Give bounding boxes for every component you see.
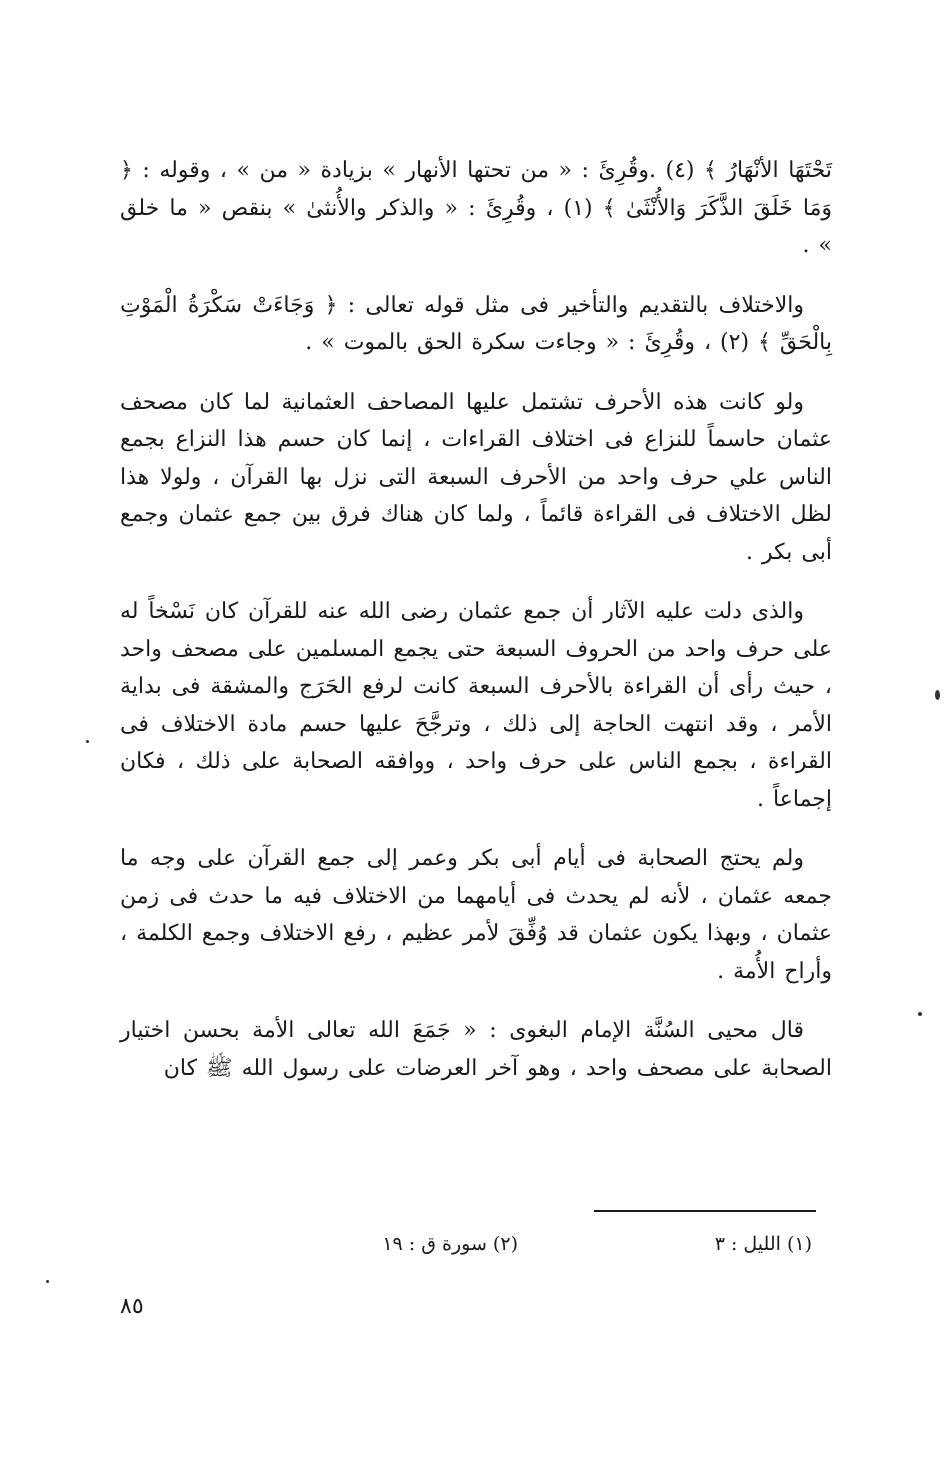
paragraph-sahaba: ولم يحتج الصحابة فى أيام أبى بكر وعمر إلى جمع القرآن على وجه ما جمعه عثمان ، لأنه لم يحدث فى أيامهما من الاختلاف فيه ما حدث فى زمن عثمان ، وبهذا يكون عثمان قد وُفِّقَ لأمر عظيم ، رفع الاختلاف وجمع الكلمة ، وأراح الأُمة . xyxy=(120,846,832,984)
footnotes xyxy=(120,1233,820,1263)
scan-speck xyxy=(935,690,940,700)
paragraph-continuation: تَحْتَهَا الأنْهَارُ ﴾ (٤) .وقُرِئَ : « من تحتها الأنهار » بزيادة « من » ، وقوله : ﴿ وَمَا خَلَقَ الذَّكَرَ وَالأُنْثَىٰ ﴾ (١) ، وقُرِئَ : « والذكر والأُنثىٰ » بنقص « ما خلق » . xyxy=(120,158,832,258)
scan-speck xyxy=(86,740,89,743)
paragraph-uthmani-masahif: ولو كانت هذه الأحرف تشتمل عليها المصاحف العثمانية لما كان مصحف عثمان حاسماً للنزاع فى اختلاف القراءات ، إنما كان حسم هذا النزاع بجمع الناس علي حرف واحد من الأحرف السبعة التى نزل بها القرآن ، ولولا هذا لظل الاختلاف فى القراءة قائماً ، ولما كان هناك فرق بين جمع عثمان وجمع أبى بكر . xyxy=(120,389,832,565)
paragraph-baghawi: قال محيى السُنَّة الإمام البغوى : « جَمَعَ الله تعالى الأمة بحسن اختيار الصحابة على مصحف واحد ، وهو آخر العرضات على رسول الله ﷺ كان xyxy=(120,1018,832,1081)
paragraph-ordering: والاختلاف بالتقديم والتأخير فى مثل قوله تعالى : ﴿ وَجَاءَتْ سَكْرَةُ الْمَوْتِ بِالْحَقِّ ﴾ (٢) ، وقُرِئَ : « وجاءت سكرة الحق بالموت » . xyxy=(120,292,832,355)
footnote-divider xyxy=(594,1210,816,1212)
page-number: ٨٥ xyxy=(120,1294,144,1319)
footnote-2: (٢) سورة ق : ١٩ xyxy=(382,1233,518,1255)
body-text xyxy=(120,152,832,1109)
scan-speck xyxy=(918,1012,922,1016)
scan-speck xyxy=(46,1280,49,1283)
footnote-1: (١) الليل : ٣ xyxy=(714,1233,812,1255)
paragraph-athar: والذى دلت عليه الآثار أن جمع عثمان رضى الله عنه للقرآن كان نَسْخاً له على حرف واحد من الحروف السبعة حتى يجمع المسلمين على مصحف واحد ، حيث رأى أن القراءة بالأحرف السبعة كانت لرفع الحَرَج والمشقة فى بداية الأمر ، وقد انتهت الحاجة إلى ذلك ، وترجَّحَ عليها حسم مادة الاختلاف فى القراءة ، بجمع الناس على حرف واحد ، ووافقه الصحابة على ذلك ، فكان إجماعاً . xyxy=(120,599,833,812)
